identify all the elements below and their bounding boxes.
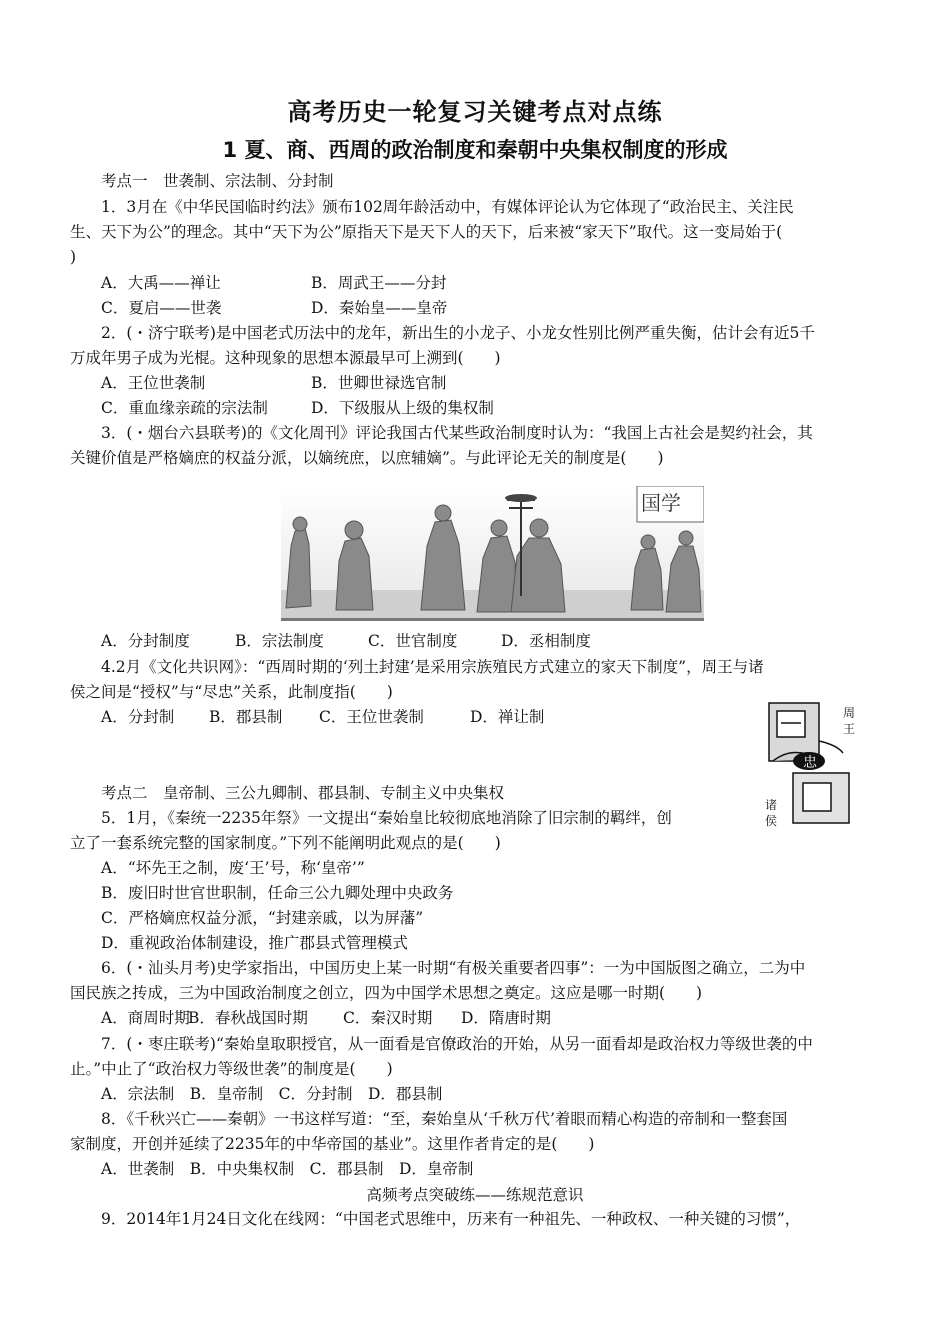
cartoon-label-king: 周王	[843, 706, 856, 736]
q2-option-c: C．重血缘亲疏的宗法制	[101, 399, 268, 417]
cartoon-center-text: 忠	[803, 755, 817, 771]
q3-option-d: D．丞相制度	[501, 632, 591, 650]
q2-option-d: D．下级服从上级的集权制	[311, 399, 494, 417]
q4-option-d: D．禅让制	[470, 708, 545, 726]
q5-option-b: B．废旧时世官世职制，任命三公九卿处理中央政务	[101, 884, 454, 902]
q4-line2: 侯之间是“授权”与“尽忠”关系，此制度指( )	[70, 683, 393, 701]
q3-line2: 关键价值是严格嫡庶的权益分派，以嫡统庶，以庶辅嫡”。与此评论无关的制度是( )	[70, 449, 664, 467]
q8-options: A．世袭制 B．中央集权制 C．郡县制 D．皇帝制	[101, 1160, 474, 1178]
q3-option-b: B．宗法制度	[235, 632, 324, 650]
q1-option-a: A．大禹——禅让	[101, 274, 221, 292]
q5-option-c: C．严格嫡庶权益分派，“封建亲戚，以为屏藩”	[101, 909, 424, 927]
image-tag-text: 国学	[641, 491, 681, 515]
q2-option-b: B．世卿世禄选官制	[311, 374, 447, 392]
q3-line1: 3．(・烟台六县联考)的《文化周刊》评论我国古代某些政治制度时认为：“我国上古社会是契约社会，其	[101, 424, 813, 442]
q4-option-b: B．郡县制	[209, 708, 283, 726]
q1-option-d: D．秦始皇——皇帝	[311, 299, 448, 317]
q6-option-d: D．隋唐时期	[461, 1009, 551, 1027]
q2-line2: 万成年男子成为光棍。这种现象的思想本源最早可上溯到( )	[70, 349, 501, 367]
king-vassal-cartoon	[763, 701, 869, 827]
q4-option-c: C．王位世袭制	[319, 708, 424, 726]
section-heading-2: 考点二 皇帝制、三公九卿制、郡县制、专制主义中央集权	[101, 784, 505, 802]
section-heading-3: 高频考点突破练——练规范意识	[366, 1186, 584, 1204]
q3-option-a: A．分封制度	[101, 632, 190, 650]
q2-line1: 2．(・济宁联考)是中国老式历法中的龙年，新出生的小龙子、小龙女性别比例严重失衡，估计会有近5千	[101, 324, 815, 342]
q1-line1: 1．3月在《中华民国临时约法》颁布102周年龄活动中，有媒体评论认为它体现了“政治民主、关注民	[101, 198, 794, 216]
statues-photo	[281, 486, 704, 621]
q6-option-a: A．商周时期	[101, 1009, 190, 1027]
q6-option-b: B．春秋战国时期	[188, 1009, 308, 1027]
q1-option-b: B．周武王——分封	[311, 274, 447, 292]
q2-option-a: A．王位世袭制	[101, 374, 206, 392]
q6-line1: 6．(・汕头月考)史学家指出，中国历史上某一时期“有极关重要者四事”：一为中国版图之确立，二为中	[101, 959, 806, 977]
q7-line1: 7．(・枣庄联考)“秦始皇取职授官，从一面看是官僚政治的开始，从另一面看却是政治权力等级世袭的中	[101, 1035, 813, 1053]
page-title: 高考历史一轮复习关键考点对点练	[287, 98, 663, 126]
q4-line1: 4.2月《文化共识网》：“西周时期的‘列土封建’是采用宗族殖民方式建立的家天下制度”，周王与诸	[101, 658, 764, 676]
q9-line1: 9．2014年1月24日文化在线网：“中国老式思维中，历来有一种祖先、一种政权、一种关键的习惯”，	[101, 1210, 801, 1228]
q6-option-c: C．秦汉时期	[343, 1009, 433, 1027]
q3-option-c: C．世官制度	[368, 632, 458, 650]
q7-options: A．宗法制 B．皇帝制 C．分封制 D．郡县制	[101, 1085, 443, 1103]
section-heading-1: 考点一 世袭制、宗法制、分封制	[101, 172, 334, 190]
q6-line2: 国民族之抟成，三为中国政治制度之创立，四为中国学术思想之奠定。这应是哪一时期( )	[70, 984, 703, 1002]
page-subtitle: 1 夏、商、西周的政治制度和秦朝中央集权制度的形成	[222, 138, 728, 162]
q5-line2: 立了一套系统完整的国家制度。”下列不能阐明此观点的是( )	[70, 834, 501, 852]
q1-line2: 生、天下为公”的理念。其中“天下为公”原指天下是天下人的天下，后来被“家天下”取代。这一变局始于(	[70, 223, 783, 241]
cartoon-label-vassal: 诸侯	[765, 798, 778, 828]
q8-line2: 家制度，开创并延续了2235年的中华帝国的基业”。这里作者肯定的是( )	[70, 1135, 595, 1153]
q5-line1: 5．1月，《秦统一2235年祭》一文提出“秦始皇比较彻底地消除了旧宗制的羁绊，创	[101, 809, 672, 827]
q5-option-d: D．重视政治体制建设，推广郡县式管理模式	[101, 934, 408, 952]
q7-line2: 止。”中止了“政治权力等级世袭”的制度是( )	[70, 1060, 393, 1078]
q5-option-a: A．“坏先王之制，废‘王’号，称‘皇帝’”	[101, 859, 365, 877]
q4-option-a: A．分封制	[101, 708, 175, 726]
q1-option-c: C．夏启——世袭	[101, 299, 222, 317]
q1-line3: )	[70, 248, 77, 266]
q8-line1: 8．《千秋兴亡——秦朝》一书这样写道：“至，秦始皇从‘千秋万代’着眼而精心构造的帝制和一整套国	[101, 1110, 788, 1128]
